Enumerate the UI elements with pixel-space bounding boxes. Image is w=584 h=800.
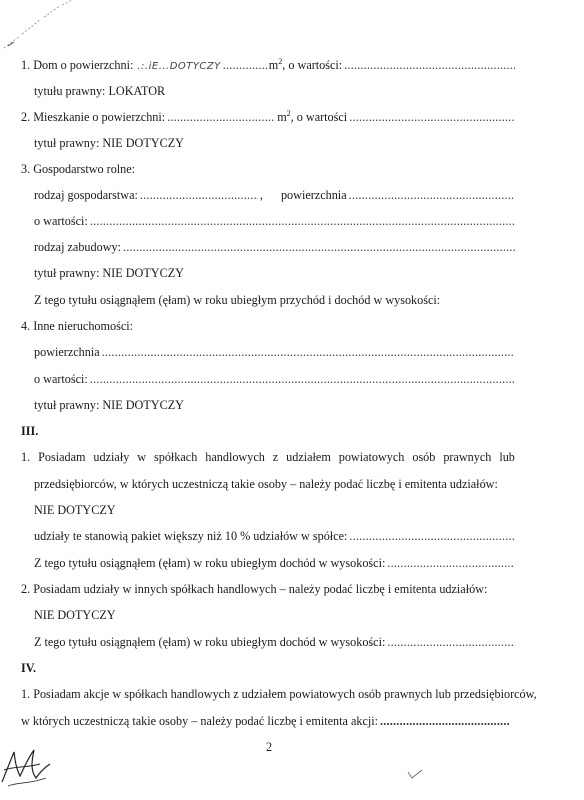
other-area-row: [34, 345, 517, 359]
other-value-label: o wartości:: [34, 372, 88, 386]
farm-value-label: o wartości:: [34, 214, 88, 228]
dotted-line: [380, 714, 509, 728]
dotted-line: [344, 58, 515, 72]
farm-type-label: rodzaj gospodarstwa:: [34, 188, 138, 202]
other-shares-income-label: Z tego tytułu osiągnąłem (ęłam) w roku ubiegłym dochód w wysokości:: [34, 635, 386, 649]
unit-m2: $m^2$: [268, 56, 283, 72]
dotted-line: [102, 345, 515, 359]
word: Posiadam: [38, 450, 86, 464]
farm-building-label: rodzaj zabudowy:: [34, 240, 121, 254]
other-shares-text: 2. Posiadam udziały w innych spółkach handlowych – należy podać liczbę i emitenta udziałów:: [21, 582, 488, 596]
shares-paragraph-line2: przedsiębiorców, w których uczestniczą takie osoby – należy podać liczbę i emitenta udziałów:: [34, 477, 498, 491]
word: powiatowych: [338, 450, 405, 464]
unit-m2: $m^2$: [277, 108, 291, 124]
word: osób: [412, 450, 436, 464]
word: udziałem: [286, 450, 331, 464]
house-value-label: , o wartości:: [282, 58, 343, 72]
word: spółkach: [153, 450, 198, 464]
word: lub: [499, 450, 515, 464]
flat-area-row: [21, 110, 517, 124]
flat-value-label: , o wartości: [290, 110, 348, 124]
flat-title: tytuł prawny: NIE DOTYCZY: [34, 136, 184, 150]
dotted-line: [349, 110, 515, 124]
handwritten-entry: .:.iE...DOTYCZY: [137, 61, 221, 72]
shares-income-label: Z tego tytułu osiągnąłem (ęłam) w roku ubiegłym dochód w wysokości:: [34, 556, 386, 570]
farm-label: 3. Gospodarstwo rolne:: [21, 162, 136, 176]
word: handlowych: [205, 450, 265, 464]
house-area-row: [21, 58, 517, 74]
word: w: [137, 450, 147, 464]
shares-packet-row: [34, 529, 517, 543]
other-property-label: 4. Inne nieruchomości:: [21, 319, 134, 333]
word: prawnych: [443, 450, 492, 464]
dotted-line: [349, 529, 515, 543]
shares-income-row: [34, 556, 517, 570]
farm-income: Z tego tytułu osiągnąłem (ęłam) w roku ubiegłym przychód i dochód w wysokości:: [34, 293, 441, 307]
word: z: [272, 450, 279, 464]
checkmark: [407, 768, 423, 780]
dotted-line: [167, 110, 275, 124]
dotted-line: [387, 556, 515, 570]
flat-area-label: 2. Mieszkanie o powierzchni:: [21, 110, 166, 124]
dotted-line: [123, 240, 515, 254]
dotted-line: [349, 188, 515, 202]
other-shares-answer: NIE DOTYCZY: [34, 608, 116, 622]
farm-title: tytuł prawny: NIE DOTYCZY: [34, 266, 184, 280]
farm-area-label: powierzchnia: [280, 188, 347, 202]
other-shares-income-row: [34, 635, 517, 649]
house-title: tytułu prawny: LOKATOR: [34, 84, 166, 98]
scan-corner-mark: [0, 0, 90, 60]
shares-packet-label: udziały te stanowią pakiet większy niż 10 % udziałów w spółce:: [34, 529, 348, 543]
page-number: 2: [266, 740, 273, 754]
stocks-line1: 1. Posiadam akcje w spółkach handlowych z udziałem powiatowych osób prawnych lub przedsiębiorców,: [21, 687, 537, 701]
dotted-line: [90, 372, 515, 386]
section-heading-iv: IV.: [21, 661, 37, 675]
other-value-row: [34, 372, 517, 386]
section-heading-iii: III.: [21, 424, 39, 438]
dotted-line: [140, 188, 258, 202]
other-title: tytuł prawny: NIE DOTYCZY: [34, 398, 184, 412]
word: 1.: [21, 450, 31, 464]
farm-type-row: rodzaj gospodarstwa: ..... , powierzchnia .....: [34, 188, 517, 202]
farm-building-row: [34, 240, 517, 254]
handwritten-initials: [0, 742, 52, 790]
dotted-line: [90, 214, 515, 228]
dotted-line: [387, 635, 515, 649]
stocks-line2: w których uczestniczą takie osoby – należy podać liczbę i emitenta akcji:: [21, 714, 379, 728]
shares-paragraph-line1: [21, 450, 515, 464]
shares-answer: NIE DOTYCZY: [34, 503, 116, 517]
farm-value-row: [34, 214, 517, 228]
house-area-label: 1. Dom o powierzchni:: [21, 58, 134, 72]
stocks-line2-row: [21, 714, 511, 728]
other-area-label: powierzchnia: [34, 345, 100, 359]
dotted-line: [223, 58, 267, 72]
word: udziały: [93, 450, 130, 464]
